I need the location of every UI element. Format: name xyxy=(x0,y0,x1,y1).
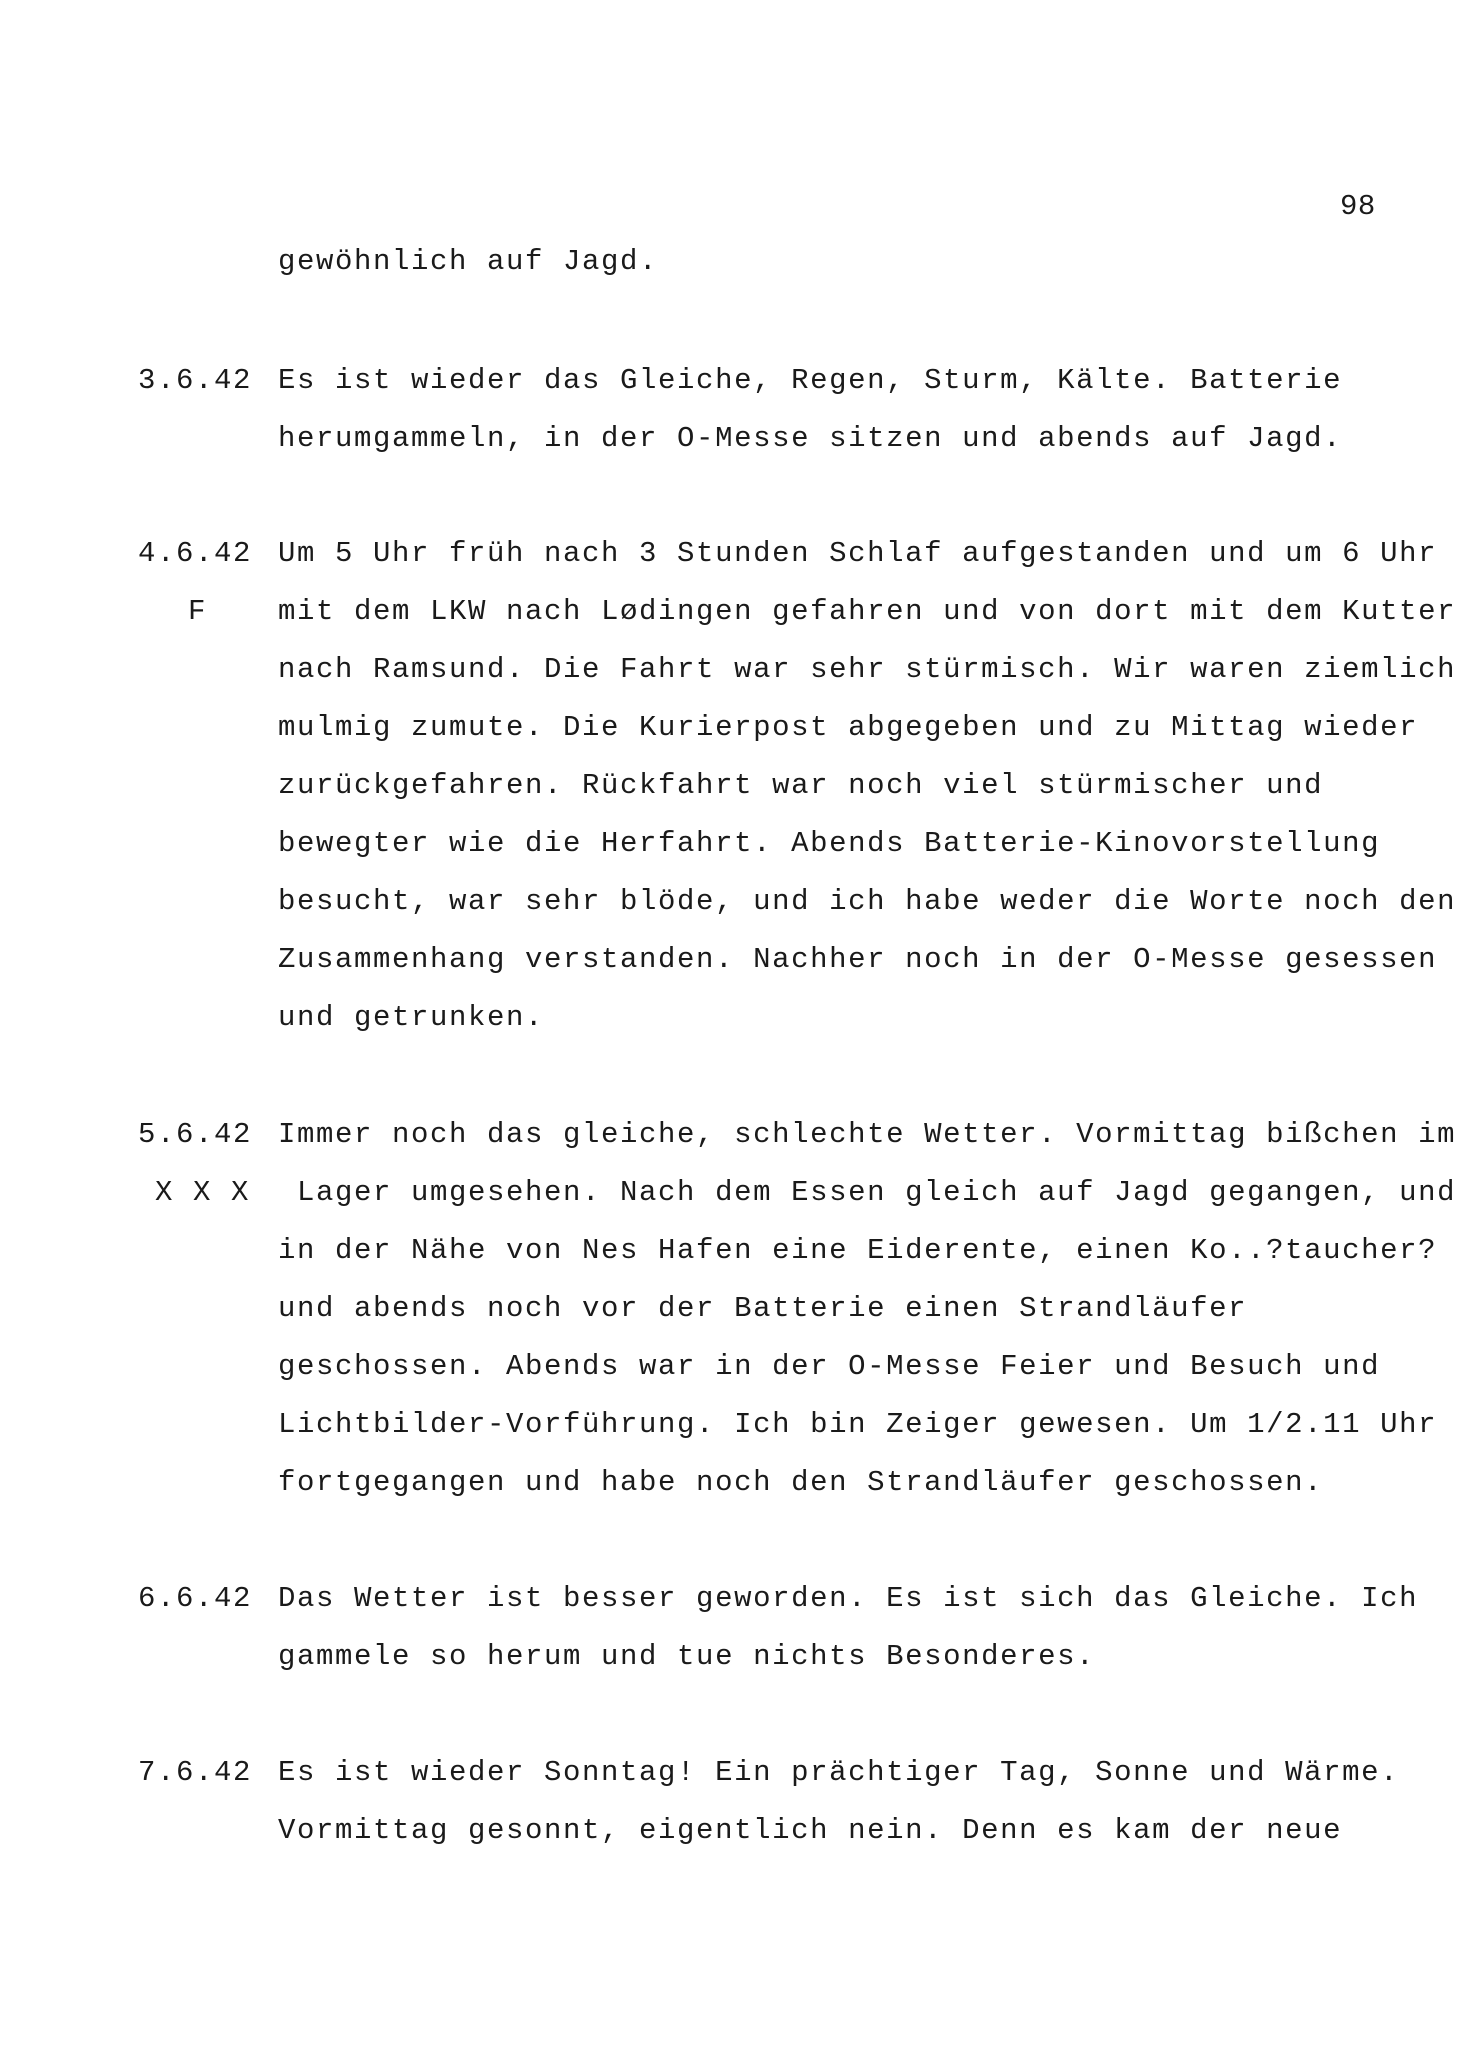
entry-line: besucht, war sehr blöde, und ich habe weder die Worte noch den xyxy=(278,885,1457,918)
entry-line: und abends noch vor der Batterie einen Strandläufer xyxy=(278,1292,1248,1325)
intro-line: gewöhnlich auf Jagd. xyxy=(278,245,659,278)
entry-line: bewegter wie die Herfahrt. Abends Batterie-Kinovorstellung xyxy=(278,827,1381,860)
entry-line: Lichtbilder-Vorführung. Ich bin Zeiger gewesen. Um 1/2.11 Uhr xyxy=(278,1408,1438,1441)
entry-line: mulmig zumute. Die Kurierpost abgegeben und zu Mittag wieder xyxy=(278,711,1419,744)
entry-date-4-6-42: 4.6.42 xyxy=(138,537,253,570)
entry-line: und getrunken. xyxy=(278,1001,545,1034)
entry-line: gammele so herum und tue nichts Besonderes. xyxy=(278,1640,1096,1673)
entry-margin-mark: X X X xyxy=(155,1176,251,1209)
entry-margin-mark: F xyxy=(188,595,208,628)
entry-date-6-6-42: 6.6.42 xyxy=(138,1582,253,1615)
entry-line: mit dem LKW nach Lødingen gefahren und von dort mit dem Kutter xyxy=(278,595,1457,628)
entry-line: Zusammenhang verstanden. Nachher noch in der O-Messe gesessen xyxy=(278,943,1438,976)
entry-line: geschossen. Abends war in der O-Messe Feier und Besuch und xyxy=(278,1350,1381,1383)
entry-line: nach Ramsund. Die Fahrt war sehr stürmisch. Wir waren ziemlich xyxy=(278,653,1457,686)
entry-line: Um 5 Uhr früh nach 3 Stunden Schlaf aufgestanden und um 6 Uhr xyxy=(278,537,1438,570)
entry-line: Das Wetter ist besser geworden. Es ist sich das Gleiche. Ich xyxy=(278,1582,1419,1615)
entry-line: zurückgefahren. Rückfahrt war noch viel stürmischer und xyxy=(278,769,1324,802)
entry-line: Es ist wieder Sonntag! Ein prächtiger Tag, Sonne und Wärme. xyxy=(278,1756,1400,1789)
entry-date-5-6-42: 5.6.42 xyxy=(138,1118,253,1151)
entry-date-3-6-42: 3.6.42 xyxy=(138,364,253,397)
entry-line: in der Nähe von Nes Hafen eine Eiderente, einen Ko..?taucher? xyxy=(278,1234,1438,1267)
entry-line: Immer noch das gleiche, schlechte Wetter. Vormittag bißchen im xyxy=(278,1118,1457,1151)
entry-line: fortgegangen und habe noch den Strandläufer geschossen. xyxy=(278,1466,1324,1499)
page-number: 98 xyxy=(1340,190,1376,223)
entry-line: Vormittag gesonnt, eigentlich nein. Denn es kam der neue xyxy=(278,1814,1343,1847)
entry-line: herumgammeln, in der O-Messe sitzen und abends auf Jagd. xyxy=(278,422,1343,455)
entry-line: Lager umgesehen. Nach dem Essen gleich auf Jagd gegangen, und xyxy=(278,1176,1457,1209)
entry-date-7-6-42: 7.6.42 xyxy=(138,1756,253,1789)
entry-line: Es ist wieder das Gleiche, Regen, Sturm, Kälte. Batterie xyxy=(278,364,1343,397)
